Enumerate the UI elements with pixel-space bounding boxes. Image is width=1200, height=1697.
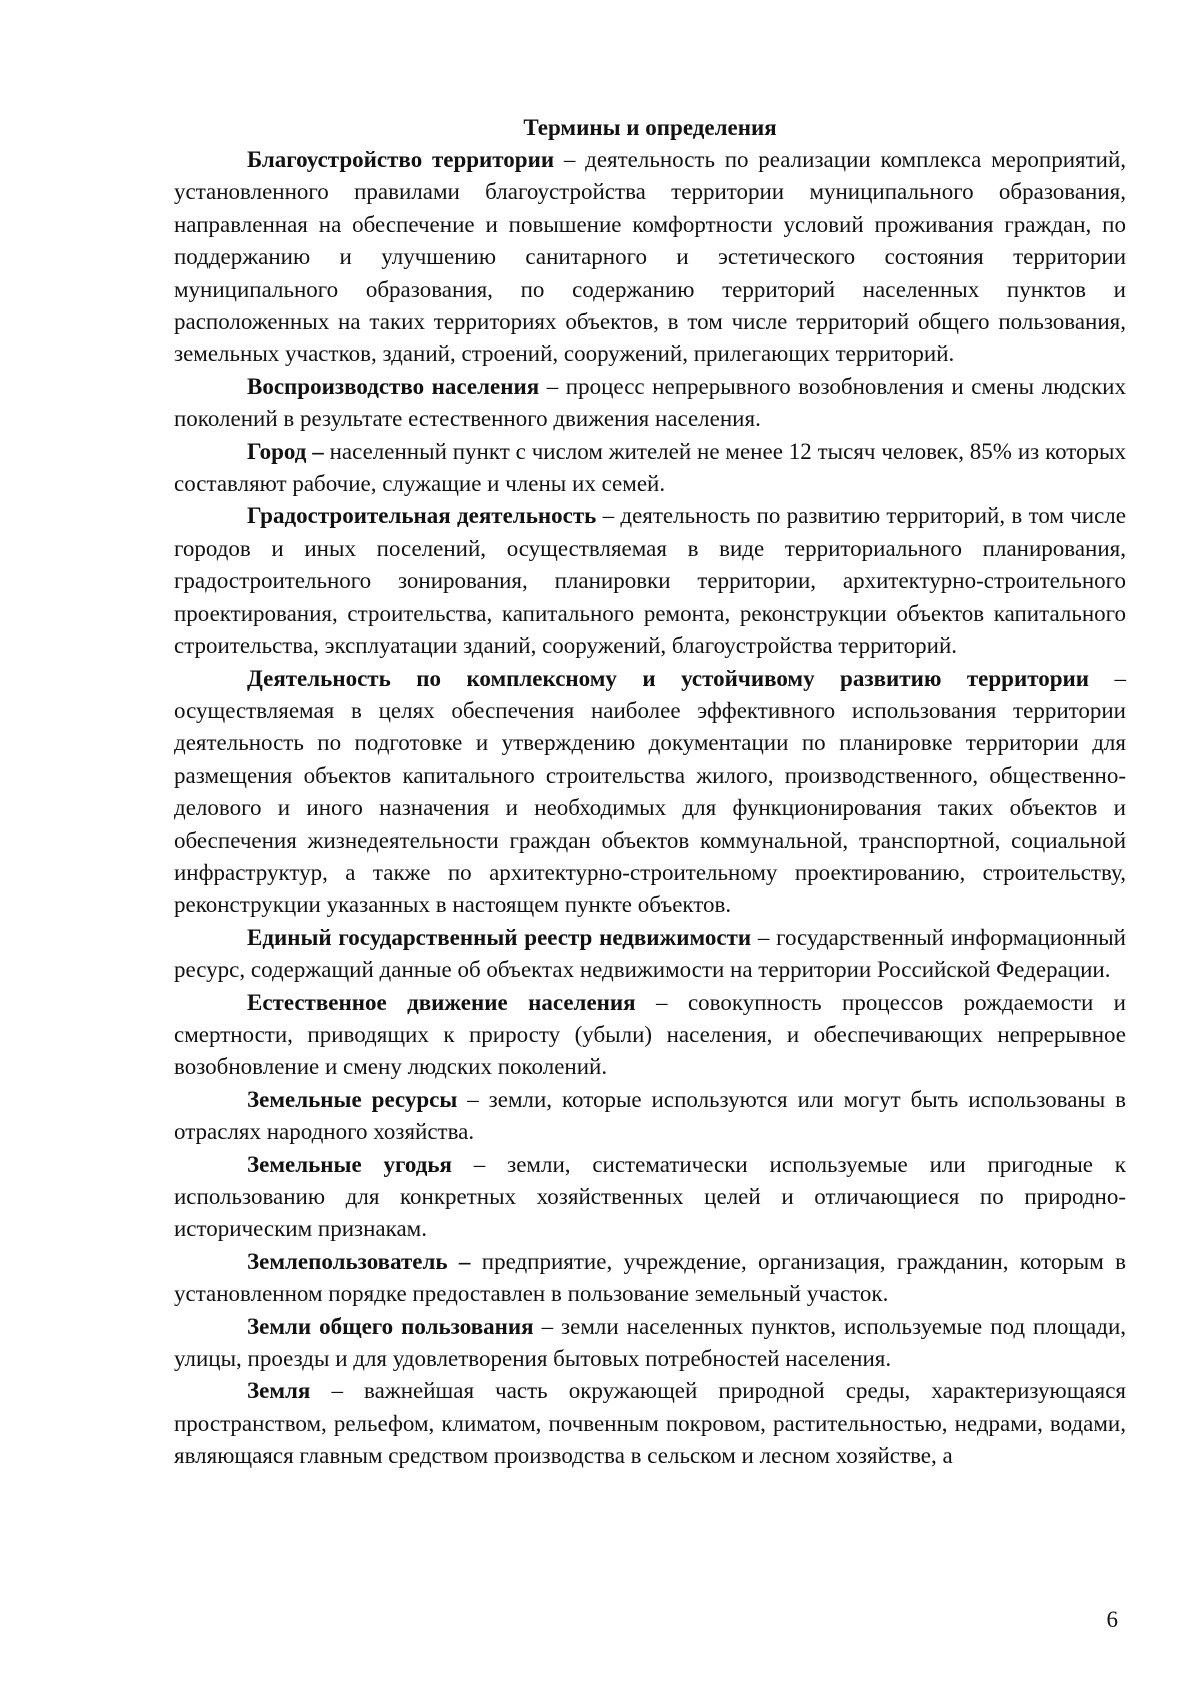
definition-entry [174, 144, 1126, 371]
definition: – земли населенных пунктов, используемые под площади, улицы, проезды и для удовлетворения бытовых потребностей населения. [174, 1313, 1126, 1372]
definition: – осуществляемая в целях обеспечения наиболее эффективного использования территории деятельность по подготовке и утверждению документации по планировке территории для размещения объектов капитального строительства жилого, производственного, общественно-делового и иного назначения и необходимых для функционирования таких объектов и обеспечения жизнедеятельности граждан объектов коммунальной, транспортной, социальной инфраструктур, а также по архитектурно-строительному проектированию, строительству, реконструкции указанных в настоящем пункте объектов. [174, 665, 1127, 918]
document-body [174, 112, 1126, 1473]
definition: – процесс непрерывного возобновления и смены людских поколений в результате естественного движения населения. [174, 373, 1126, 432]
definition-entry [174, 1375, 1126, 1472]
page-number: 6 [1106, 1607, 1118, 1632]
definition-entry [174, 1084, 1126, 1149]
definition: – деятельность по реализации комплекса мероприятий, установленного правилами благоустройства территории муниципального образования, направленная на обеспечение и повышение комфортности условий проживания граждан, по поддержанию и улучшению санитарного и эстетического состояния территории муниципального образования, по содержанию территорий населенных пунктов и расположенных на таких территориях объектов, в том числе территорий общего пользования, земельных участков, зданий, строений, сооружений, прилегающих территорий. [174, 147, 1127, 367]
definition-entry [174, 987, 1126, 1084]
definition-entry [174, 1149, 1126, 1246]
definition-entry [174, 663, 1126, 922]
definition: предприятие, учреждение, организация, гражданин, которым в установленном порядке предоставлен в пользование земельный участок. [174, 1248, 1126, 1307]
definition: – земли, систематически используемые или пригодные к использованию для конкретных хозяйственных целей и отличающиеся по природно-историческим признакам. [174, 1151, 1126, 1242]
term: Благоустройство территории [247, 147, 555, 172]
definition-entry [174, 500, 1126, 662]
term: Воспроизводство населения [247, 373, 540, 399]
definition: – государственный информационный ресурс, содержащий данные об объектах недвижимости на территории Российской Федерации. [174, 924, 1126, 983]
term: Деятельность по комплексному и устойчивому развитию территории [247, 665, 1090, 691]
term: Естественное движение населения [247, 989, 636, 1015]
definition-entry [174, 922, 1126, 987]
term: Город – [247, 438, 324, 464]
definition: – деятельность по развитию территорий, в том числе городов и иных поселений, осуществляемая в виде территориального планирования, градостроительного зонирования, планировки территории, архитектурно-строительного проектирования, строительства, капитального ремонта, реконструкции объектов капитального строительства, эксплуатации зданий, сооружений, благоустройства территорий. [174, 503, 1126, 659]
definition-entry [174, 436, 1126, 501]
definition: – совокупность процессов рождаемости и смертности, приводящих к приросту (убыли) населения, и обеспечивающих непрерывное возобновление и смену людских поколений. [174, 989, 1126, 1080]
definition-entry [174, 1246, 1126, 1311]
definition: – важнейшая часть окружающей природной среды, характеризующаяся пространством, рельефом, климатом, почвенным покровом, растительностью, недрами, водами, являющаяся главным средством производства в сельском и лесном хозяйстве, а [174, 1378, 1126, 1469]
definition-entry [174, 371, 1126, 436]
term: Единый государственный реестр недвижимости [247, 924, 752, 950]
section-title: Термины и определения [523, 115, 777, 140]
term: Земля [247, 1378, 311, 1404]
term: Градостроительная деятельность [247, 503, 597, 529]
term: Земельные ресурсы [247, 1086, 458, 1112]
definition-entry [174, 1311, 1126, 1376]
term: Землепользователь – [247, 1248, 471, 1274]
term: Земельные угодья [247, 1151, 452, 1177]
term: Земли общего пользования [247, 1313, 534, 1339]
definition: – земли, которые используются или могут быть использованы в отраслях народного хозяйства. [174, 1086, 1126, 1145]
definition: населенный пункт с числом жителей не менее 12 тысяч человек, 85% из которых составляют рабочие, служащие и члены их семей. [174, 438, 1126, 497]
